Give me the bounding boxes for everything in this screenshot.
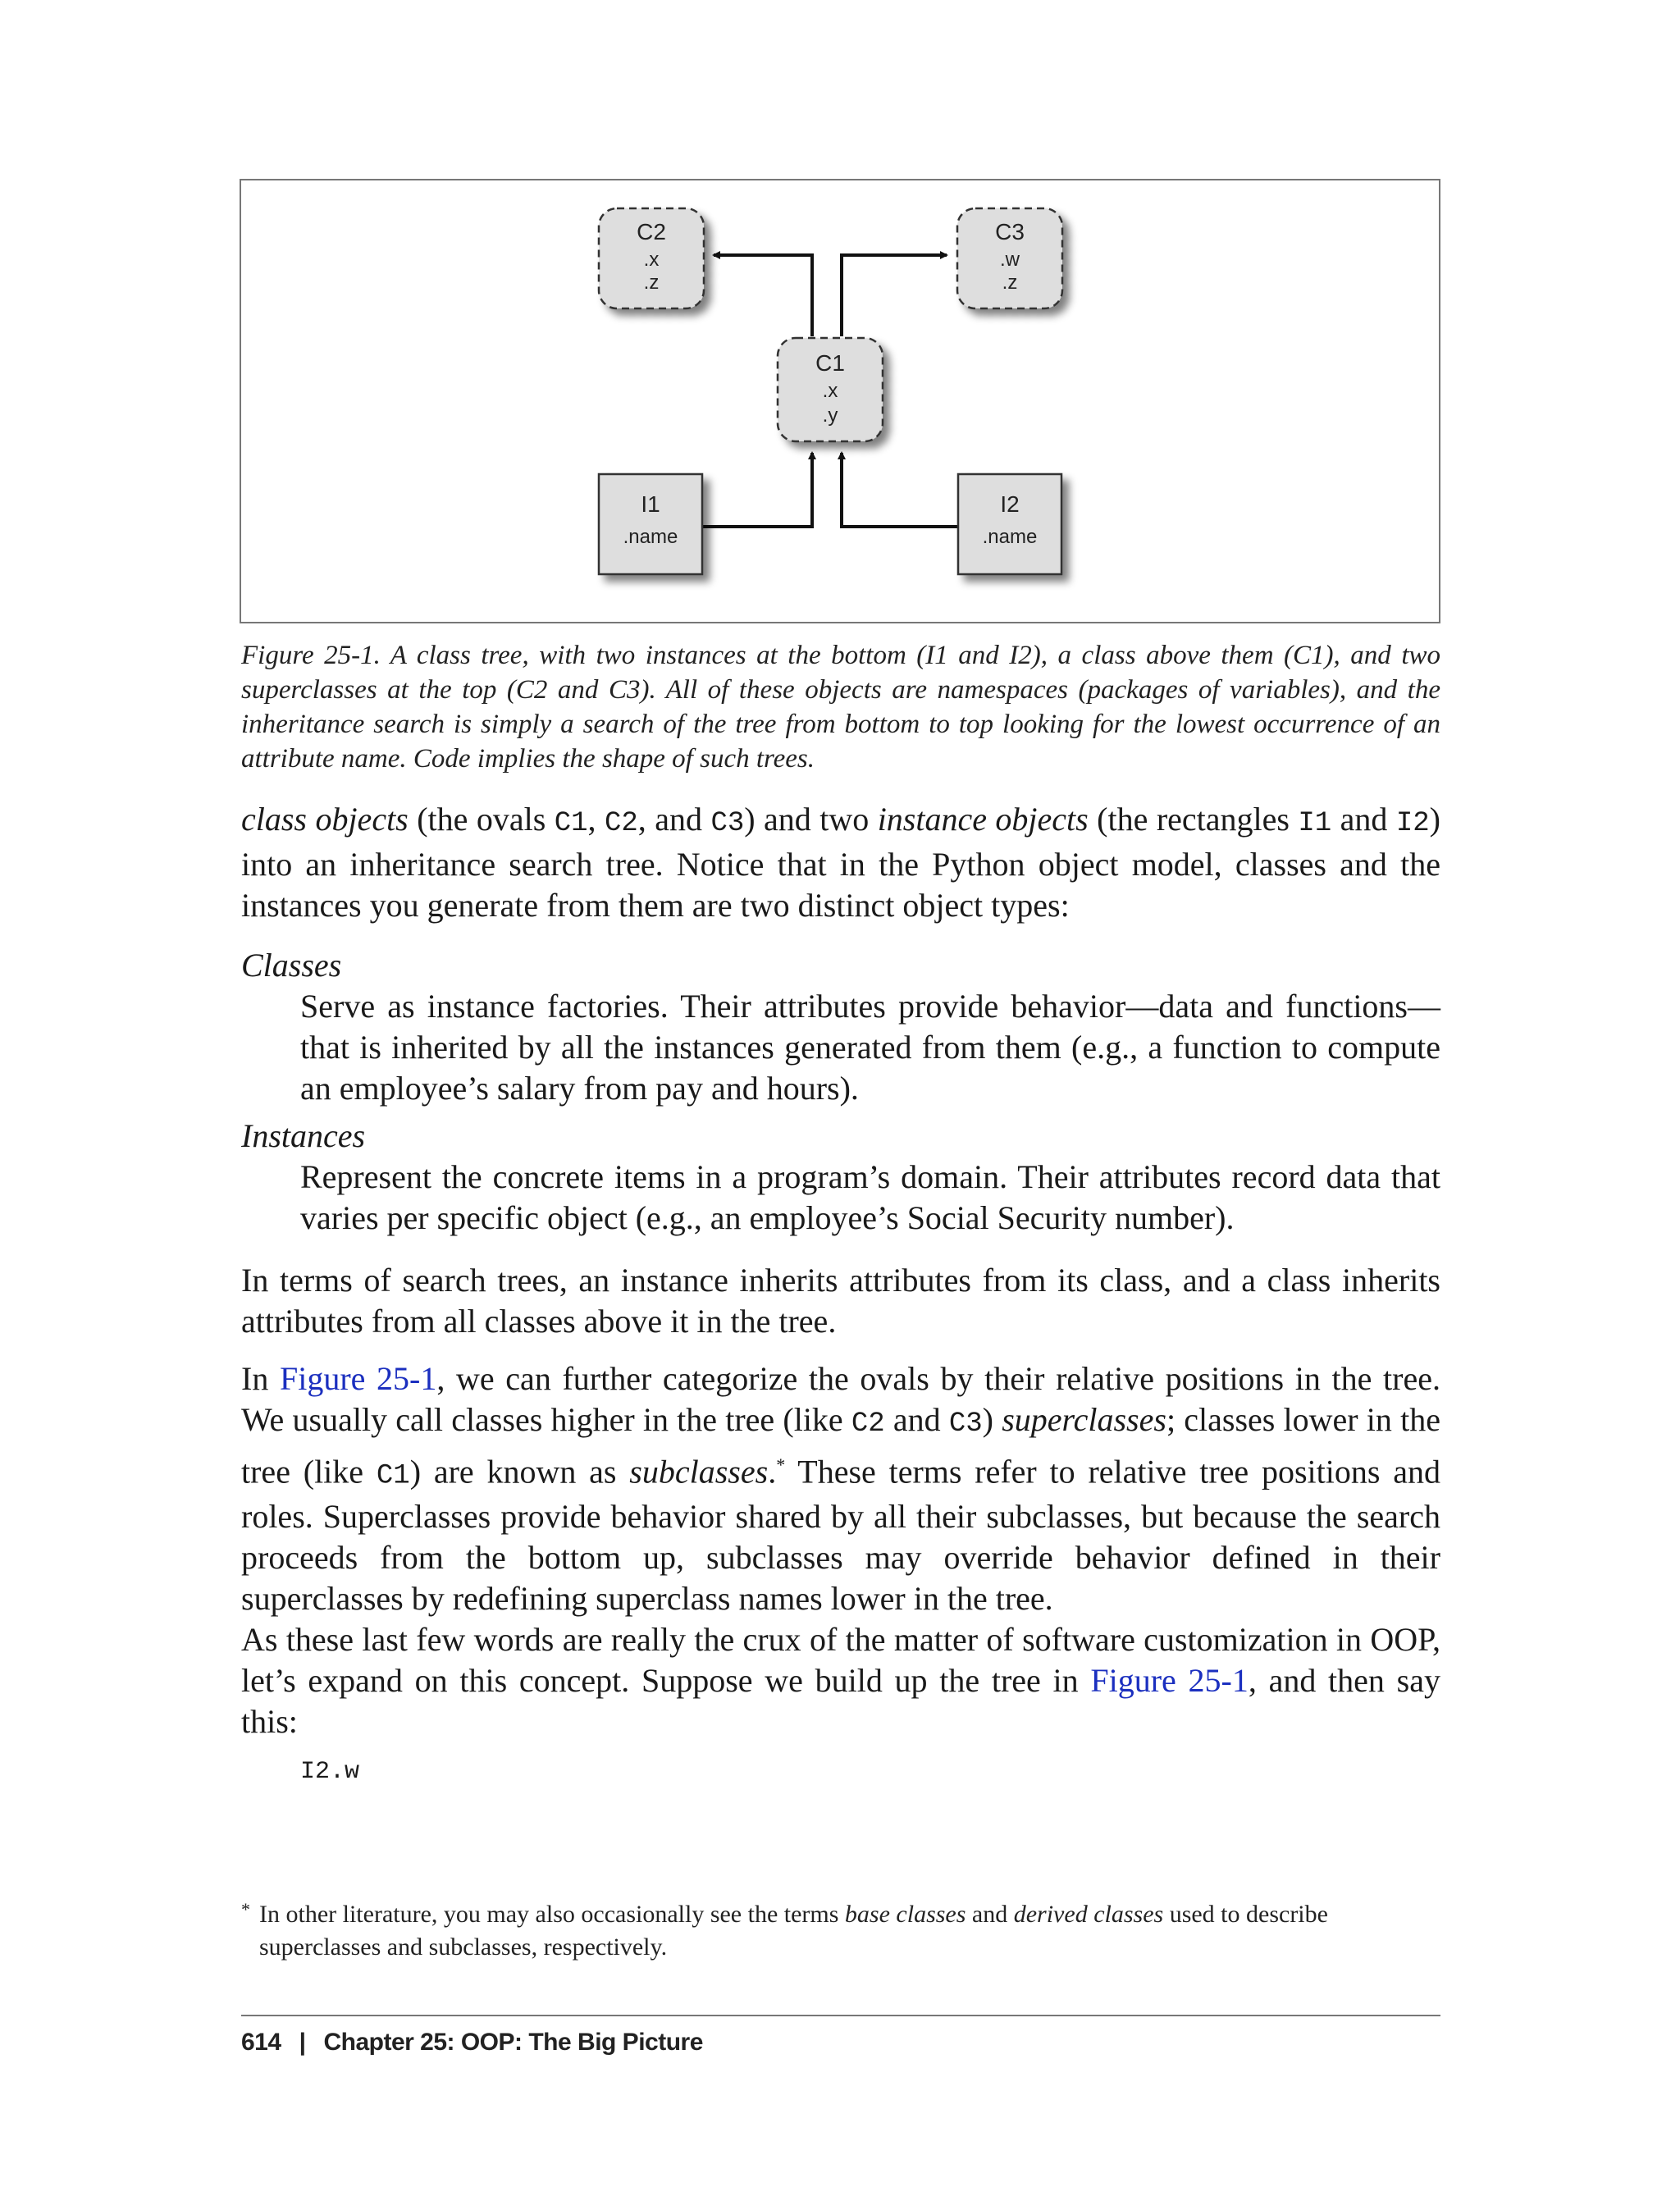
- link-c1-to-c2: [714, 255, 812, 336]
- definition-term-classes: Classes: [241, 947, 342, 984]
- term-base-classes: base classes: [844, 1901, 966, 1928]
- text: ): [982, 1401, 1002, 1438]
- class-tree-diagram: [241, 180, 1442, 625]
- c2-name: C2: [637, 219, 666, 244]
- text: and: [966, 1901, 1014, 1928]
- c1-name: C1: [815, 350, 845, 376]
- text: used to describe superclasses and subclasses, respectively.: [259, 1901, 1328, 1961]
- c3-attr-w: .w: [1000, 249, 1020, 271]
- text: , we can further categorize the ovals by their relative positions in the tree. We usually call classes higher in the tree (like: [241, 1360, 1440, 1438]
- text: ; classes lower in the tree (like: [241, 1401, 1440, 1491]
- text: ,: [587, 801, 605, 838]
- instance-node-i2: [958, 474, 1061, 574]
- footnote-mark: *: [241, 1899, 250, 1920]
- link-i2-to-c1: [842, 453, 958, 527]
- c2-attr-x: .x: [643, 249, 660, 271]
- term-class-objects: class objects: [241, 801, 409, 838]
- class-node-c3: [957, 208, 1062, 308]
- term-superclasses: superclasses: [1002, 1401, 1166, 1438]
- page-number: 614: [241, 2029, 281, 2056]
- code-c3: C3: [710, 808, 745, 839]
- running-footer: [241, 2026, 703, 2059]
- i1-name: I1: [641, 491, 660, 517]
- text: In other literature, you may also occasionally see the terms: [259, 1901, 845, 1928]
- c1-attr-x: .x: [822, 380, 838, 402]
- footer-separator: |: [299, 2029, 306, 2056]
- term-instance-objects: instance objects: [877, 801, 1089, 838]
- figure-25-1-link[interactable]: Figure 25-1: [1090, 1662, 1249, 1699]
- class-node-c1: [778, 338, 883, 441]
- term-derived-classes: derived classes: [1013, 1901, 1164, 1928]
- paragraph-customization: [241, 1619, 1440, 1742]
- class-node-c2: [599, 208, 704, 308]
- text: In: [241, 1360, 280, 1397]
- code-example: I2.w: [300, 1758, 360, 1786]
- c3-name: C3: [995, 219, 1025, 244]
- code-c1: C1: [554, 808, 588, 839]
- chapter-title: Chapter 25: OOP: The Big Picture: [323, 2029, 703, 2056]
- code-c3: C3: [948, 1408, 983, 1440]
- instance-node-i1: [599, 474, 702, 574]
- text: (the rectangles: [1088, 801, 1299, 838]
- footnote-text: [259, 1898, 1440, 1964]
- text: , and: [637, 801, 711, 838]
- text: ) are known as: [409, 1453, 630, 1491]
- text: and: [884, 1401, 949, 1438]
- footer-rule: [241, 2015, 1440, 2016]
- term-subclasses: subclasses: [629, 1453, 769, 1491]
- paragraph-search-trees: In terms of search trees, an instance inherits attributes from its class, and a class inherits attributes from all classes above it in the tree.: [241, 1262, 1440, 1340]
- definition-text-classes: Serve as instance factories. Their attributes provide behavior—data and functions—that is inherited by all the instances generated from them (e.g., a function to compute an employee’s salary from pay and hours).: [300, 988, 1440, 1107]
- paragraph-class-objects: [241, 799, 1440, 926]
- figure-25-1-link[interactable]: Figure 25-1: [279, 1360, 437, 1397]
- code-c1: C1: [376, 1460, 410, 1492]
- text: and: [1331, 801, 1396, 838]
- text: As these last few words are really the crux of the matter of software customization in OOP, let’s expand on this concept. Suppose we build up the tree in: [241, 1621, 1440, 1699]
- c2-attr-z: .z: [643, 272, 660, 294]
- text: (the ovals: [408, 801, 555, 838]
- definition-term-instances: Instances: [241, 1117, 366, 1154]
- link-c1-to-c3: [842, 255, 947, 336]
- code-c2: C2: [851, 1408, 885, 1440]
- link-i1-to-c1: [702, 453, 812, 527]
- code-i2: I2: [1395, 808, 1430, 839]
- c1-attr-y: .y: [822, 404, 838, 427]
- i2-name: I2: [1000, 491, 1020, 517]
- figure-caption: Figure 25-1. A class tree, with two instances at the bottom (I1 and I2), a class above them (C1), and two superclasses at the top (C2 and C3). All of these objects are namespaces (packages of variables), and the inheritance search is simply a search of the tree from bottom to top looking for the lowest occurrence of an attribute name. Code implies the shape of such trees.: [241, 641, 1440, 774]
- code-c2: C2: [604, 808, 638, 839]
- text: , and then say this:: [241, 1662, 1440, 1740]
- code-i1: I1: [1298, 808, 1332, 839]
- footnote: [241, 1898, 1440, 1964]
- c3-attr-z: .z: [1002, 272, 1018, 294]
- text: .: [768, 1453, 777, 1491]
- i2-attr-name: .name: [982, 526, 1038, 548]
- text: ) and two: [744, 801, 878, 838]
- i1-attr-name: .name: [623, 526, 678, 548]
- text: ) into an inheritance search tree. Notice that in the Python object model, classes and the instances you generate from them are two distinct object types:: [241, 801, 1440, 924]
- paragraph-superclasses: [241, 1358, 1440, 1619]
- figure-class-tree: [240, 179, 1440, 623]
- text: These terms refer to relative tree positions and roles. Superclasses provide behavior shared by all their subclasses, but because the search proceeds from the bottom up, subclasses may override behavior defined in their superclasses by redefining superclass names lower in the tree.: [241, 1453, 1441, 1618]
- footnote-reference[interactable]: *: [776, 1454, 786, 1475]
- definition-text-instances: Represent the concrete items in a program’s domain. Their attributes record data that varies per specific object (e.g., an employee’s Social Security number).: [300, 1158, 1440, 1236]
